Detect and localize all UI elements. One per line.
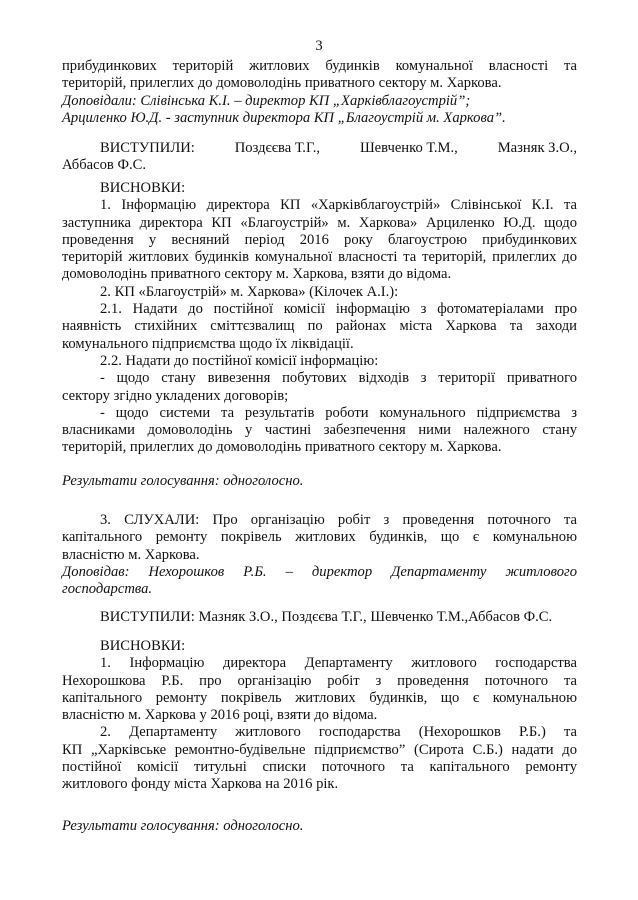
- text-line: Нехорошкова Р.Б. про організацію робіт з проведення поточного та: [62, 672, 577, 689]
- speakers-label: ВИСТУПИЛИ:: [100, 140, 195, 156]
- text-line: 2. Департаменту житлового господарства (Нехорошков Р.Б.) та: [100, 724, 577, 741]
- text-line: проведення у весняний період 2016 року благоустрою прибудинкових: [62, 231, 577, 248]
- text-line: 2. КП «Благоустрій» м. Харкова» (Кілочек А.І.):: [100, 283, 399, 300]
- text-line: КП „Харківське ремонтно-будівельне підприємство” (Сирота С.Б.) надати до: [62, 741, 577, 758]
- text-line: - щодо системи та результатів роботи комунального підприємства з: [100, 404, 577, 421]
- vote-result: Результати голосування: одноголосно.: [62, 818, 304, 834]
- conclusions-heading: ВИСНОВКИ:: [100, 638, 186, 654]
- text-line: власниками домоволодінь у частині забезпечення ними належного стану: [62, 422, 577, 439]
- text-line: капітального ремонту покрівель житлових будинків, що є комунальною: [62, 689, 577, 706]
- speaker-name: Мазняк З.О.,: [497, 140, 577, 156]
- text-line: комунального підприємства щодо їх ліквідації.: [62, 335, 354, 352]
- text-line: капітального ремонту покрівель житлових будинків, що є комунальною: [62, 529, 577, 546]
- text-line: прибудинкових територій житлових будинків комунальної власності та: [62, 58, 577, 74]
- speaker-name: Аббасов Ф.С.: [62, 157, 146, 174]
- vote-result: Результати голосування: одноголосно.: [62, 473, 304, 489]
- section3-conclusions: [62, 638, 577, 794]
- section2-conclusions: [62, 180, 577, 457]
- text-line: 2.1. Надати до постійної комісії інформацію з фотоматеріалами про: [100, 301, 577, 318]
- text-line: наявність стихійних сміттєзвалищ по районах міста Харкова та заходи: [62, 318, 577, 335]
- speakers-line: ВИСТУПИЛИ: Мазняк З.О., Поздєєва Т.Г., Шевченко Т.М.,Аббасов Ф.С.: [100, 609, 553, 625]
- text-line: житлового фонду міста Харкова на 2016 рік.: [62, 776, 339, 793]
- text-line: 2.2. Надати до постійної комісії інформацію:: [100, 352, 379, 369]
- text-line: домоволодінь приватного сектору м. Харкова, взяти до відома.: [62, 266, 452, 283]
- speaker-name: Поздєєва Т.Г.,: [234, 140, 321, 156]
- text-line: 1. Інформацію директора Департаменту житлового господарства: [100, 655, 577, 672]
- speakers-line: Доповідали: Слівінська К.І. – директор КП „Харківблагоустрій”;: [62, 92, 471, 109]
- text-line: територій житлових будинків комунальної власності та територій, прилеглих до: [62, 249, 577, 266]
- section2-tail: [62, 58, 577, 127]
- text-line: 3. СЛУХАЛИ: Про організацію робіт з проведення поточного та: [100, 512, 577, 528]
- text-line: постійної комісії титульні списки поточного та капітального ремонту: [62, 759, 577, 776]
- reporter-line: господарства.: [62, 581, 153, 598]
- page-number: 3: [315, 38, 323, 54]
- section3-speakers: [62, 609, 577, 626]
- text-line: - щодо стану вивезення побутових відходів з території приватного: [100, 370, 577, 387]
- reporter-line: Доповідав: Нехорошков Р.Б. – директор Департаменту житлового: [62, 563, 577, 580]
- speakers-line: Арциленко Ю.Д. - заступник директора КП „Благоустрій м. Харкова”.: [62, 109, 506, 126]
- text-line: заступника директора КП «Благоустрій» м. Харкова» Арциленко Ю.Д. щодо: [62, 214, 577, 231]
- text-line: 1. Інформацію директора КП «Харківблагоустрій» Слівінської К.І. та: [100, 197, 577, 214]
- section2-speakers: [62, 140, 577, 175]
- section3-heard: [62, 512, 577, 598]
- text-line: власністю м. Харкова у 2016 році, взяти до відома.: [62, 707, 378, 724]
- text-line: територій, прилеглих до домоволодінь приватного сектору м. Харкова.: [62, 75, 502, 92]
- text-line: власністю м. Харкова.: [62, 546, 200, 563]
- speaker-name: Шевченко Т.М.,: [359, 140, 458, 156]
- text-line: сектору згідно укладених договорів;: [62, 387, 289, 404]
- conclusions-heading: ВИСНОВКИ:: [100, 180, 186, 196]
- text-line: територій, прилеглих до домоволодінь приватного сектору м. Харкова.: [62, 439, 502, 456]
